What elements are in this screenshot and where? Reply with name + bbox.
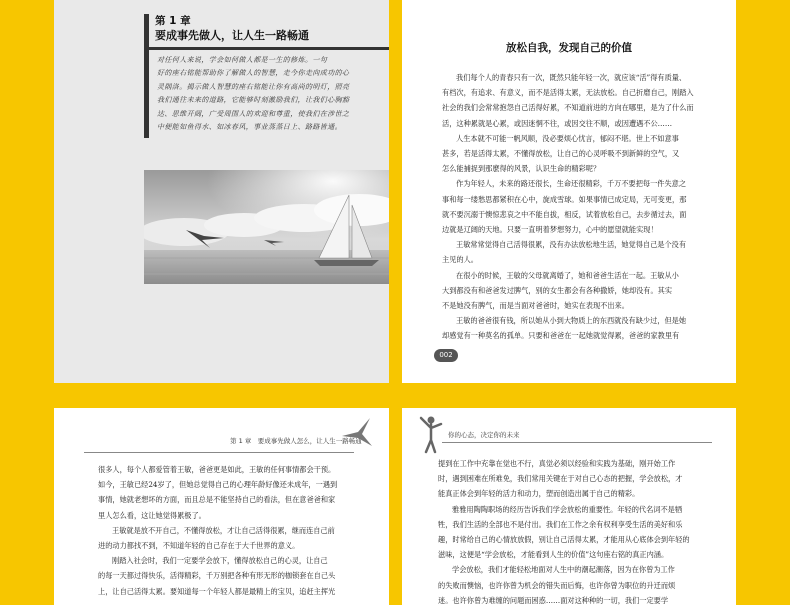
header-rule <box>84 452 354 453</box>
text-line: 就不要沉溺于懊惊悲哀之中不能自拔，相反，试着放松自己，去步循过去，面 <box>442 209 687 219</box>
intro-line: 达、思维开阔，广受周围人的欢迎和尊重，使我们在涉世之 <box>157 109 350 118</box>
text-line: 大到都没有和爸爸发过脾气，别的女生都会有各种撒娇，她却没有。其实 <box>442 285 673 295</box>
text-line: 的每一天都过得快乐，活得精彩，千万别把各种有形无形的枷锁套在自己头 <box>98 571 336 581</box>
text-line: 的失败而懊恼，也许你曾为机会的错失而后悔，也许你曾为职位的升迁而烦 <box>438 580 676 590</box>
text-line: 作为年轻人，未来的路还很长，生命还很精彩，千万不要把每一件失意之 <box>456 179 687 189</box>
seascape-illustration <box>144 170 389 284</box>
intro-line: 对任何人来说，学会如何做人都是一生的修炼。一句 <box>157 56 328 64</box>
page-body-right-top <box>402 0 736 383</box>
person-silhouette-icon <box>418 414 444 454</box>
intro-line: 我们通往未来的道路，它能够时刻激励我们，让我们心胸豁 <box>157 96 350 105</box>
text-line: 雅雅用陶陶职场的经历告诉我们学会放松的重要性。年轻的代名词不是牺 <box>452 504 683 514</box>
running-header: 你的心态，决定你的未来 <box>448 431 520 439</box>
page-number: 002 <box>434 349 458 362</box>
text-line: 社会的我们会常常抱怨自己活得好累，不知道前进的方向在哪里，是为了什么而 <box>442 103 694 113</box>
body-text <box>438 456 690 605</box>
text-line: 主见的人。 <box>442 255 478 265</box>
text-line: 有档次，有追求、有意义，而不是活得太累，无法放松。自己折磨自己，刚踏入 <box>442 88 694 98</box>
text-line: 上，让自己活得太累。要知道每一个年轻人都是最精上的宝贝，追赶主挥光 <box>98 586 336 596</box>
intro-line: 灵隅洛。揭示做人智慧的座右铭能让你有高尚的明灯，照亮 <box>157 82 350 91</box>
page-chapter-opener <box>54 0 389 383</box>
text-line: 在很小的时候，王敏的父母就离婚了，她和爸爸生活在一起。王敏从小 <box>456 270 679 280</box>
text-line: 迷。也许你曾为难缠的问题而困惑……面对这种种的一切，我们一定要学 <box>438 595 669 605</box>
text-line: 甚多，若是活得太累，不懂得放松，让自己的心灵呼吸不到新鲜的空气，又 <box>442 149 680 159</box>
text-line: 事和每一缕愁思都紧积在心中，旋成雪球。如果事情已成定局，无可变更，那 <box>442 194 687 204</box>
text-line: 滋味，这便是“学会放松，才能看到人生的价值”这句座右铭的真正内涵。 <box>438 550 669 560</box>
running-header: 第 1 章 要成事先做人怎么，让人生一路畅通 <box>230 437 362 445</box>
page-body-right-bottom <box>402 408 736 605</box>
intro-line: 好的座右铭能帮助你了解做人的智慧，走今你走向成功的心 <box>157 69 350 78</box>
bird-icon <box>340 416 374 450</box>
body-text <box>442 70 694 344</box>
text-line: 刚踏入社会时，我们一定要学会放下，懂得放松自己的心灵，让自己 <box>112 556 328 566</box>
text-line: 王敏就是放不开自己，不懂得放松，才让自己活得很累，继而连自己前 <box>112 525 335 535</box>
text-line: 我们每个人的青春只有一次，既然只能年轻一次，就应该“活”得有质量、 <box>456 73 687 82</box>
text-line: 不是她没有脾气，而是当面对爸爸时，她实在表现不出来。 <box>442 301 629 311</box>
header-rule <box>442 442 712 443</box>
text-line: 人生本就不可能一帆风顺，没必要烦心忧言，郁闷不堪。世上不如意事 <box>456 133 679 143</box>
text-line: 很多人，每个人都爱管着王敏，爸爸更是如此，王敏的任何事情都会干预。 <box>98 465 336 474</box>
text-line: 里人怎么看，这让她觉得累极了。 <box>98 510 206 520</box>
text-line: 提到在工作中充靠在觉也不行，真觉必须以经验和实践为基础，刚开始工作 <box>438 459 676 468</box>
text-line: 能真正体会到年轻的活力和动力，塑而创造出属于自己的精彩。 <box>438 489 640 499</box>
chapter-intro <box>144 50 389 138</box>
body-text <box>98 462 337 599</box>
text-line: 怎么能捕捉到那麽得的风景，认识生命的精彩呢？ <box>442 164 601 174</box>
text-line: 牲，我们生活的全部也不是付出。我们在工作之余有权利享受生活的美好和乐 <box>438 519 683 529</box>
text-line: 进的动力都找不到，不知道年轻的自己存在于大千世界的意义。 <box>98 541 300 551</box>
text-line: 时，遇到困难在所难免，我们常用关键在于对自己心态的把握，学会放松，才 <box>438 474 683 484</box>
page-body-left-bottom <box>54 408 389 605</box>
intro-line: 中便能如鱼得水、如冰春风，事业蒸蒸日上、路路皆通。 <box>157 123 342 132</box>
text-line: 却感觉有一种莫名的孤单。只要和爸爸在一起她就觉得累，爸爸的家教里有 <box>442 331 680 341</box>
text-line: 边就是辽阔的天地。只要一直明着梦想努力，心中的愿望就能实现！ <box>442 225 658 235</box>
chapter-heading <box>144 14 389 50</box>
text-line: 活，这种累就是心累，或因迷惘不往，或因交往不顺，或因遭遇不公…… <box>442 118 673 128</box>
section-title: 放松自我，发现自己的价值 <box>506 42 632 54</box>
text-line: 事情，她就老想坏的方面，而且总是不能坚持自己的看法，但在意爸爸和家 <box>98 495 336 505</box>
chapter-number: 第 1 章 <box>155 15 191 27</box>
chapter-title: 要成事先做人，让人生一路畅通 <box>155 29 309 42</box>
text-line: 趣，时常给自己的心情放放假，别让自己活得太累，才能用从心底体会到年轻的 <box>438 535 690 545</box>
text-line: 王敏常常觉得自己活得很累，没有办法放松地生活，她觉得自己是个没有 <box>456 240 687 250</box>
text-line: 王敏的爸爸很有钱，所以她从小到大物质上的东西就没有缺少过，但是她 <box>456 316 687 326</box>
text-line: 学会放松，我们才能轻松地面对人生中的潮起潮落，因为在你曾为工作 <box>452 565 675 575</box>
text-line: 如今，王敏已经24岁了，但她总觉得自己的心理年龄好像还未成年，一遇到 <box>98 480 338 490</box>
